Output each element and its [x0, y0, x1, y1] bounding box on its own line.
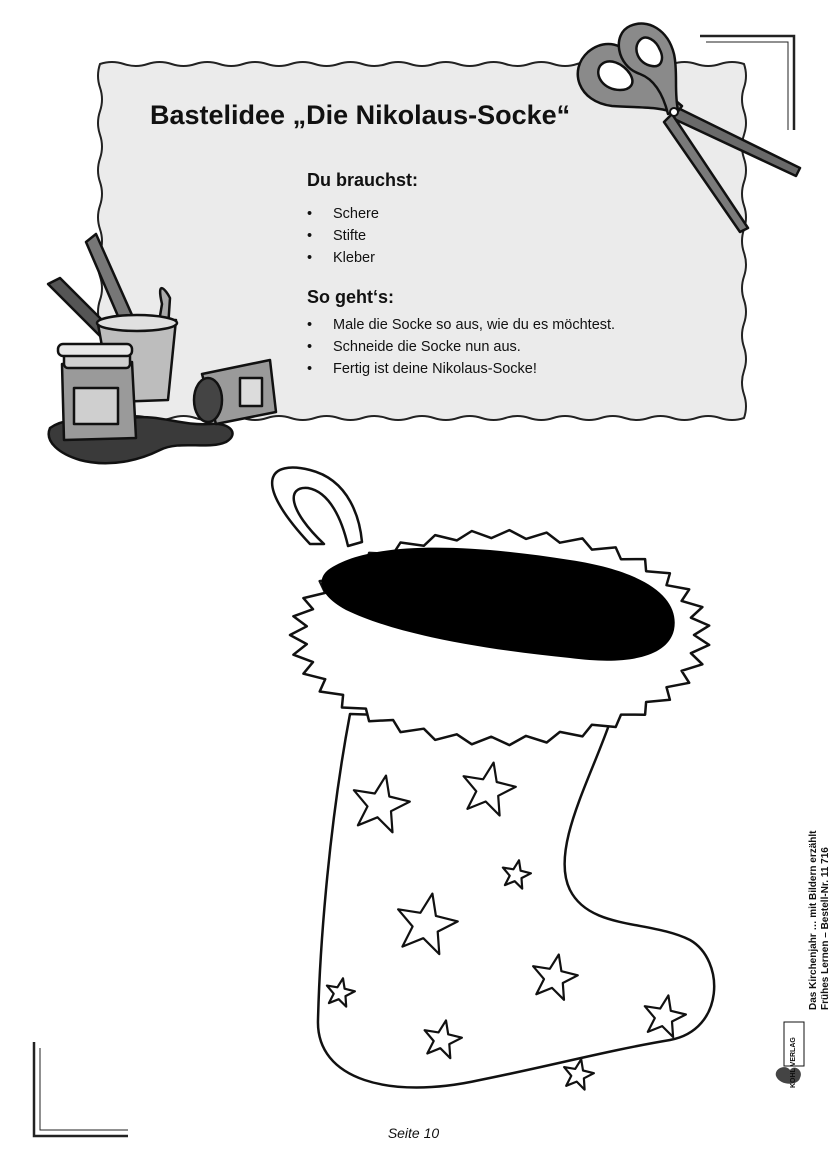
paint-pots-icon — [40, 228, 290, 478]
materials-list — [307, 203, 418, 269]
steps-heading: So geht‘s: — [307, 287, 395, 307]
publisher-name: KOHL VERLAG — [790, 1037, 797, 1088]
page-title: Bastelidee „Die Nikolaus-Socke“ — [150, 100, 571, 130]
steps-section — [307, 287, 615, 380]
materials-section — [307, 170, 418, 269]
steps-list — [307, 314, 615, 380]
list-item: • Schere — [307, 203, 418, 225]
list-item: • Schneide die Socke nun aus. — [307, 336, 615, 358]
page-number: Seite 10 — [387, 1125, 440, 1141]
list-item: • Kleber — [307, 247, 418, 269]
publisher-logo — [772, 1020, 806, 1090]
materials-heading: Du brauchst: — [307, 170, 419, 190]
list-item: • Stifte — [307, 225, 418, 247]
side-info — [808, 831, 832, 1011]
stocking-outline — [250, 460, 730, 1120]
side-info-line-2: Frühes Lernen – Bestell-Nr. 11 716 — [820, 847, 831, 1010]
star-icon — [564, 1059, 594, 1089]
scissors-icon — [560, 10, 810, 240]
publisher-logo-mark — [772, 1020, 806, 1090]
side-info-line-1: Das Kirchenjahr … mit Bildern erzählt — [808, 830, 819, 1010]
list-item: • Male die Socke so aus, wie du es möchtest. — [307, 314, 615, 336]
list-item: • Fertig ist deine Nikolaus-Socke! — [307, 358, 615, 380]
